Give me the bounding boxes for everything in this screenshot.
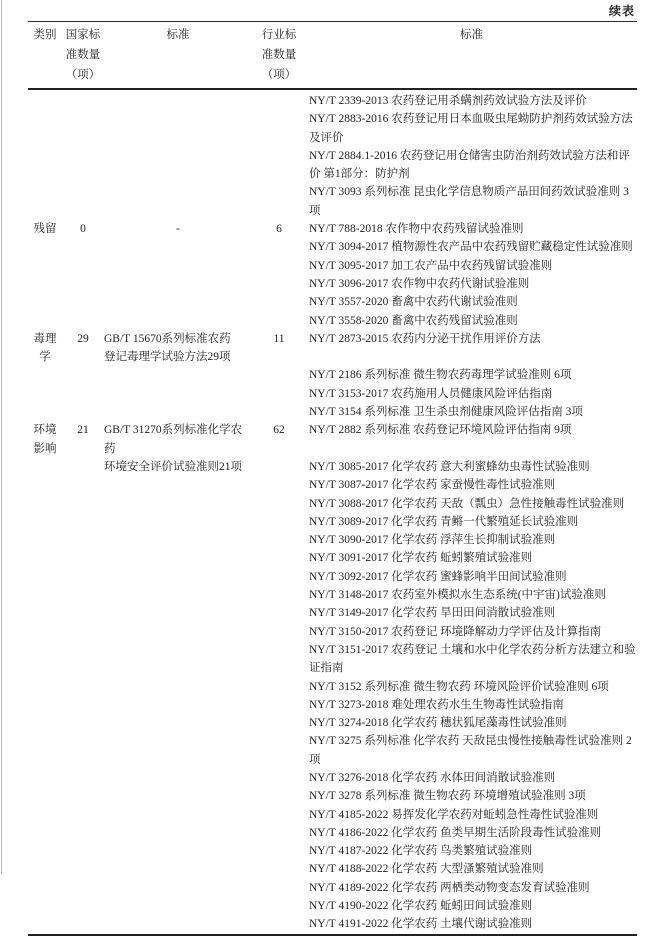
scan-edge-artifact	[1, 0, 2, 874]
standard-entry: NY/T 2884.1-2016 农药登记用仓储害虫防治剂药效试验方法和评价 第1部分：防护剂	[309, 149, 630, 181]
industry-count-cell	[252, 421, 306, 439]
category-cell	[28, 421, 62, 458]
standard-text-line: GB/T 15670系列标准农药	[104, 332, 231, 345]
standard-entry: NY/T 3091-2017 化学农药 蚯蚓繁殖试验准则	[309, 552, 533, 565]
standard-entry: NY/T 2873-2015 农药内分泌干扰作用评价方法	[309, 332, 541, 345]
header-line: 行业标	[261, 29, 297, 41]
national-count-value: 0	[80, 223, 86, 236]
industry-count-value: 11	[273, 332, 285, 345]
standard-text-line: 环境安全评价试验准则21项	[104, 460, 242, 473]
standard-entry: NY/T 2339-2013 农药登记用杀螨剂药效试验方法及评价	[309, 95, 587, 107]
standard-entry: NY/T 3151-2017 农药登记 土壤和水中化学农药分析方法建立和验证指南	[309, 643, 636, 675]
header-line: 准数量	[65, 49, 101, 61]
header-cell-industry-standard	[306, 25, 637, 45]
table-section	[28, 92, 637, 220]
header-line: 准数量	[261, 49, 297, 61]
standard-entry: NY/T 3085-2017 化学农药 意大利蜜蜂幼虫毒性试验准则	[309, 460, 590, 473]
standard-entry: NY/T 3089-2017 化学农药 青鳉一代繁殖延长试验准则	[309, 515, 579, 528]
standard-entry	[309, 348, 637, 366]
industry-standards-cell	[306, 330, 637, 421]
standard-text-line: 登记毒理学试验方法29项	[104, 351, 231, 364]
standard-entry: NY/T 3274-2018 化学农药 穗状狐尾藻毒性试验准则	[309, 717, 567, 730]
standard-entry: NY/T 4185-2022 易挥发化学农药对蚯蚓急性毒性试验准则	[309, 808, 599, 821]
industry-count-value: 6	[276, 223, 282, 236]
national-count-cell	[62, 330, 104, 348]
header-cell-national-standard	[104, 25, 252, 45]
standard-entry: NY/T 4187-2022 化学农药 鸟类繁殖试验准则	[309, 845, 533, 858]
standard-entry: NY/T 3148-2017 农药室外模拟水生态系统(中宇宙)试验准则	[309, 589, 606, 602]
industry-standards-cell	[306, 421, 637, 933]
standard-entry: NY/T 2883-2016 农药登记用日本血吸虫尾蚴防护剂药效试验方法及评价	[309, 113, 633, 144]
national-count-value: 21	[77, 424, 89, 437]
standard-entry: NY/T 3094-2017 植物源性农产品中农药残留贮藏稳定性试验准则	[309, 241, 633, 254]
standard-entry: NY/T 2882 系列标准 农药登记环境风险评估指南 9项	[309, 424, 572, 437]
standard-entry: NY/T 3150-2017 农药登记 环境降解动力学评估及计算指南	[309, 625, 602, 638]
standard-entry: NY/T 4190-2022 化学农药 蚯蚓田间试验准则	[309, 900, 533, 913]
continued-table-label: 续表	[608, 4, 635, 18]
category-cell	[28, 220, 62, 238]
standard-entry	[309, 440, 637, 458]
standards-table	[28, 21, 637, 936]
standard-entry: NY/T 3088-2017 化学农药 天敌（瓢虫）急性接触毒性试验准则	[309, 497, 625, 510]
header-line: 标准	[166, 29, 190, 41]
category-line: 环境	[33, 424, 57, 437]
table-section	[28, 330, 637, 421]
standard-entry: NY/T 3095-2017 加工农产品中农药残留试验准则	[309, 259, 553, 272]
category-line: 影响	[33, 442, 57, 455]
standard-entry: NY/T 2186 系列标准 微生物农药毒理学试验准则 6项	[309, 369, 572, 382]
header-line: 标准	[460, 29, 483, 41]
header-line: 类别	[33, 29, 57, 41]
national-count-cell	[62, 220, 104, 238]
category-line: 毒理学	[33, 332, 57, 364]
table-content	[28, 0, 637, 936]
standard-entry: NY/T 4191-2022 化学农药 土壤代谢试验准则	[309, 918, 533, 931]
industry-count-value: 62	[273, 424, 285, 437]
header-line: （项）	[261, 69, 297, 81]
category-cell	[28, 330, 62, 367]
table-section	[28, 421, 637, 933]
header-line: （项）	[65, 69, 101, 81]
national-standard-cell	[104, 220, 252, 238]
standard-entry: NY/T 3092-2017 化学农药 蜜蜂影响半田间试验准则	[309, 570, 567, 583]
standard-entry: NY/T 3153-2017 农药施用人员健康风险评估指南	[309, 387, 553, 400]
standard-entry: NY/T 4186-2022 化学农药 鱼类早期生活阶段毒性试验准则	[309, 826, 602, 839]
standard-entry: NY/T 788-2018 农作物中农药残留试验准则	[309, 223, 524, 236]
national-standard-cell	[104, 421, 252, 476]
standard-entry: NY/T 3276-2018 化学农药 水体田间消散试验准则	[309, 771, 556, 784]
standard-entry: NY/T 3273-2018 难处理农药水生生物毒性试验指南	[309, 698, 564, 711]
standard-entry: NY/T 3093 系列标准 昆虫化学信息物质产品田间药效试验准则 3项	[309, 186, 629, 217]
standard-entry: NY/T 3087-2017 化学农药 家蚕慢性毒性试验准则	[309, 479, 556, 492]
standard-entry: NY/T 3096-2017 农作物中农药代谢试验准则	[309, 277, 530, 290]
standard-text-line: -	[176, 223, 180, 236]
standard-entry: NY/T 3154 系列标准 卫生杀虫剂健康风险评估指南 3项	[309, 406, 583, 419]
standard-text-line: GB/T 31270系列标准化学农药	[104, 424, 243, 455]
table-section	[28, 220, 637, 330]
table-body	[28, 90, 637, 936]
header-line: 国家标	[65, 29, 101, 41]
national-count-cell	[62, 421, 104, 439]
header-cell-national-count	[62, 25, 104, 85]
table-header	[28, 22, 637, 90]
industry-standards-cell	[306, 92, 637, 220]
industry-count-cell	[252, 330, 306, 348]
header-cell-industry-count	[252, 25, 306, 85]
category-line: 残留	[33, 223, 57, 236]
industry-standards-cell	[306, 220, 637, 330]
header-cell-category	[28, 25, 62, 45]
standard-entry: NY/T 3152 系列标准 微生物农药 环境风险评价试验准则 6项	[309, 680, 609, 693]
standard-entry: NY/T 3275 系列标准 化学农药 天敌昆虫慢性接触毒性试验准则 2项	[309, 735, 632, 766]
standard-entry: NY/T 3557-2020 畜禽中农药代谢试验准则	[309, 296, 518, 309]
standard-entry: NY/T 3278 系列标准 微生物农药 环境增殖试验准则 3项	[309, 790, 586, 803]
standard-entry: NY/T 4189-2022 化学农药 两栖类动物变态发育试验准则	[309, 881, 590, 894]
standard-entry: NY/T 3090-2017 化学农药 浮萍生长抑制试验准则	[309, 534, 556, 547]
standard-entry: NY/T 3149-2017 化学农药 旱田田间消散试验准则	[309, 607, 556, 620]
standard-entry: NY/T 4188-2022 化学农药 大型溞繁殖试验准则	[309, 863, 544, 876]
industry-count-cell	[252, 220, 306, 238]
national-standard-cell	[104, 330, 252, 367]
national-count-value: 29	[77, 332, 89, 345]
standard-entry: NY/T 3558-2020 畜禽中农药残留试验准则	[309, 314, 518, 327]
